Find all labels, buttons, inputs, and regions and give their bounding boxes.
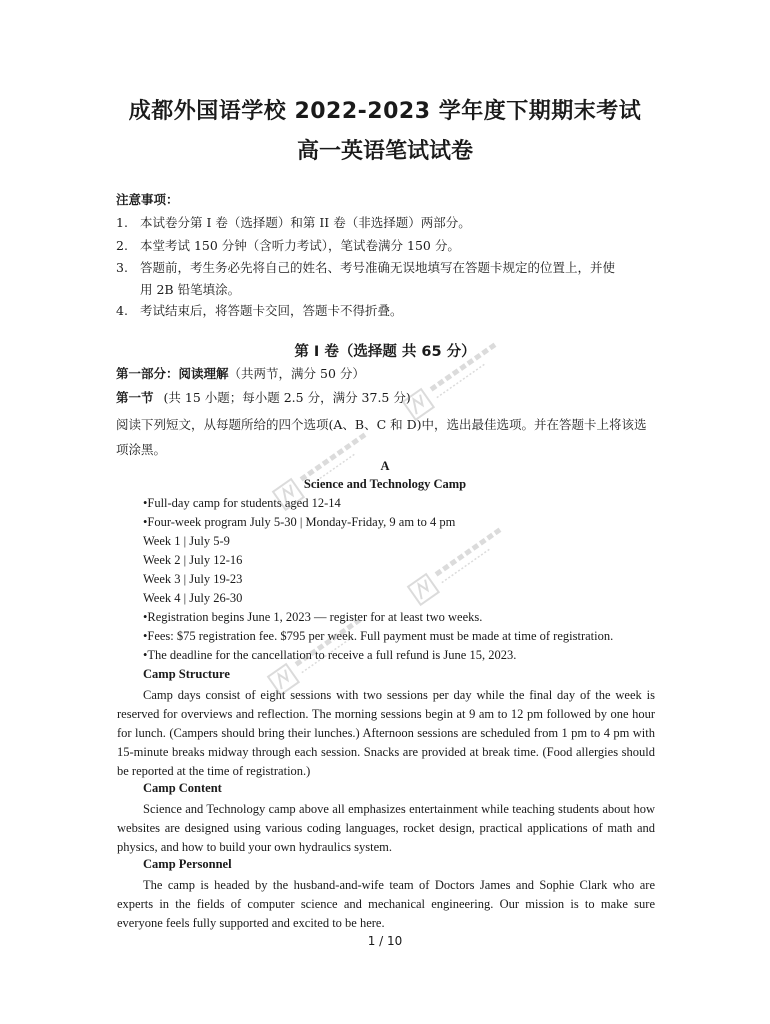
exam-title: 成都外国语学校 2022-2023 学年度下期期末考试	[128, 99, 642, 124]
passage-title: Science and Technology Camp	[303, 477, 467, 491]
note-continuation: 用 2B 铅笔填涂。	[140, 282, 241, 297]
passage-line: •The deadline for the cancellation to receive a full refund is June 15, 2023.	[143, 648, 517, 662]
note-text: 考试结束后，将答题卡交回，答题卡不得折叠。	[140, 303, 403, 318]
note-text: 本堂考试 150 分钟（含听力考试），笔试卷满分 150 分。	[140, 238, 460, 253]
note-number: 3.	[116, 260, 128, 275]
note-item	[116, 258, 656, 298]
subsection-label: 第一节	[116, 390, 154, 405]
page-number: 1 / 10	[367, 934, 403, 948]
camp-structure-heading: Camp Structure	[143, 667, 230, 681]
passage-letter: A	[380, 459, 390, 473]
passage-line: •Full-day camp for students aged 12-14	[143, 496, 341, 510]
passage-line: •Fees: $75 registration fee. $795 per week. Full payment must be made at time of registration.	[143, 629, 614, 643]
passage-line: Week 1 | July 5-9	[143, 534, 230, 548]
passage-line: •Registration begins June 1, 2023 — register for at least two weeks.	[143, 610, 483, 624]
note-number: 4.	[116, 303, 128, 318]
exam-subtitle: 高一英语笔试试卷	[296, 139, 473, 164]
note-text: 答题前，考生务必先将自己的姓名、考号准确无误地填写在答题卡规定的位置上，并使	[140, 260, 616, 275]
camp-personnel-heading: Camp Personnel	[143, 857, 232, 871]
subsection-heading	[116, 388, 411, 406]
watermark-logo-icon	[395, 515, 525, 615]
note-item	[116, 301, 656, 319]
passage-line: Week 4 | July 26-30	[143, 591, 243, 605]
note-number: 1.	[116, 215, 128, 230]
passage-line: Week 2 | July 12-16	[143, 553, 243, 567]
camp-content-heading: Camp Content	[143, 781, 222, 795]
camp-structure-paragraph: Camp days consist of eight sessions with two sessions per day while the final day of the week is reserved for overviews and reflection. The morning sessions begin at 9 am to 12 pm followed by one hour for lunch. (Campers should bring their lunches.) Afternoon sessions are scheduled from 1 pm to 4 pm with 15-minute breaks midway through each session. Snacks are provided at break time. (Food allergies should be reported at the time of registration.)	[117, 688, 655, 778]
instructions: 阅读下列短文，从每题所给的四个选项(A、B、C 和 D)中，选出最佳选项。并在答题卡上将该选项涂黑。	[116, 417, 647, 457]
subsection-detail: (共 15 小题；每小题 2.5 分，满分 37.5 分)	[163, 390, 411, 405]
note-item	[116, 213, 656, 231]
camp-personnel-paragraph: The camp is headed by the husband-and-wife team of Doctors James and Sophie Clark who are experts in the fields of computer science and mechanical engineering. Our mission is to make sure everyone feels fully supported and excited to be here.	[117, 878, 655, 930]
part-heading	[116, 364, 365, 382]
note-item	[116, 236, 656, 254]
part-label: 第一部分：阅读理解	[116, 366, 229, 381]
section-title: 第 I 卷（选择题 共 65 分）	[294, 344, 476, 360]
part-detail: （共两节，满分 50 分）	[228, 366, 365, 381]
passage-line: •Four-week program July 5-30 | Monday-Friday, 9 am to 4 pm	[143, 515, 456, 529]
camp-content-paragraph: Science and Technology camp above all emphasizes entertainment while teaching students about how websites are designed using various coding languages, rocket design, practical applications of math and physics, and how to build your own hydraulics system.	[117, 802, 655, 854]
notes-heading: 注意事项：	[116, 192, 179, 207]
passage-line: Week 3 | July 19-23	[143, 572, 243, 586]
note-number: 2.	[116, 238, 128, 253]
note-text: 本试卷分第 I 卷（选择题）和第 II 卷（非选择题）两部分。	[140, 215, 471, 230]
